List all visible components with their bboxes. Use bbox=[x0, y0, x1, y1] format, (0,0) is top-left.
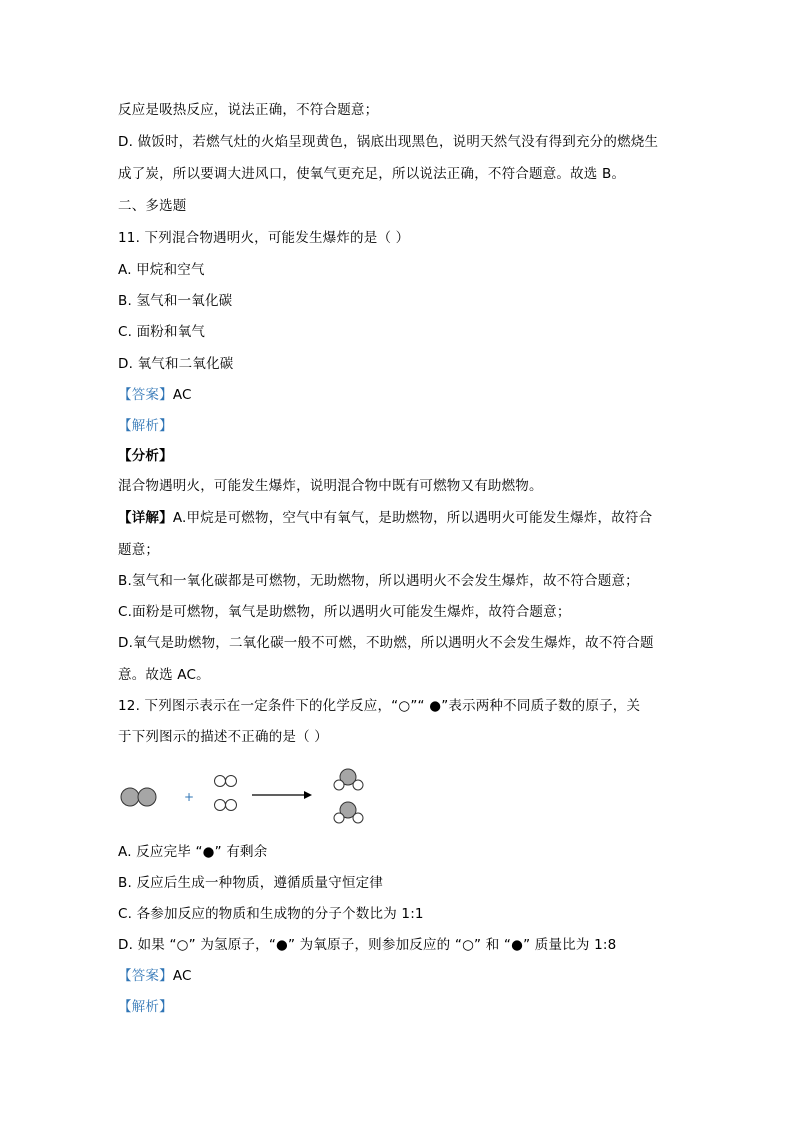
q11-detail bbox=[118, 508, 652, 528]
text-line: 成了炭，所以要调大进风口，使氧气更充足，所以说法正确，不符合题意。故选 B。 bbox=[118, 166, 626, 182]
q11-option-b: B. 氢气和一氧化碳 bbox=[118, 293, 233, 309]
white-molecules-icon bbox=[215, 776, 237, 811]
q11-analysis-label: 【解析】 bbox=[118, 418, 173, 434]
reaction-diagram bbox=[118, 755, 378, 845]
q12-option-c: C. 各参加反应的物质和生成物的分子个数比为 1:1 bbox=[118, 906, 424, 922]
text-line: 反应是吸热反应，说法正确，不符合题意； bbox=[118, 102, 379, 118]
question-11-stem: 11. 下列混合物遇明火，可能发生爆炸的是（ ） bbox=[118, 230, 410, 246]
section-heading: 二、多选题 bbox=[118, 198, 187, 214]
question-12-stem: 12. 下列图示表示在一定条件下的化学反应，“○”“ ●”表示两种不同质子数的原子，关 bbox=[118, 698, 641, 714]
plus-sign: + bbox=[184, 790, 195, 804]
detail-label: 【详解】 bbox=[118, 510, 173, 526]
text-line: D. 做饭时，若燃气灶的火焰呈现黄色，锅底出现黑色，说明天然气没有得到充分的燃烧生 bbox=[118, 134, 659, 150]
text-line: B.氢气和一氧化碳都是可燃物，无助燃物，所以遇明火不会发生爆炸，故不符合题意； bbox=[118, 573, 639, 589]
q12-option-a: A. 反应完毕 “●” 有剩余 bbox=[118, 844, 268, 860]
arrow-icon bbox=[252, 791, 312, 799]
answer-value: AC bbox=[172, 968, 192, 984]
q12-analysis-label: 【解析】 bbox=[118, 999, 173, 1015]
answer-label: 【答案】 bbox=[118, 968, 173, 984]
grey-molecule-icon bbox=[121, 788, 156, 806]
q12-option-d: D. 如果 “○” 为氢原子，“●” 为氧原子，则参加反应的 “○” 和 “●” 质量比为 1:8 bbox=[118, 937, 617, 953]
q11-answer bbox=[118, 385, 192, 405]
q12-option-b: B. 反应后生成一种物质，遵循质量守恒定律 bbox=[118, 875, 384, 891]
text-line: D.氧气是助燃物，二氧化碳一般不可燃，不助燃，所以遇明火不会发生爆炸，故不符合题 bbox=[118, 635, 654, 651]
q11-option-c: C. 面粉和氧气 bbox=[118, 324, 206, 340]
product-molecules-icon bbox=[334, 769, 363, 823]
text-line: 题意； bbox=[118, 542, 160, 558]
text-line: 意。故选 AC。 bbox=[118, 667, 210, 683]
q11-fenxi-label: 【分析】 bbox=[118, 448, 173, 464]
answer-value: AC bbox=[172, 387, 192, 403]
detail-text: A.甲烷是可燃物，空气中有氧气，是助燃物，所以遇明火可能发生爆炸，故符合 bbox=[172, 510, 653, 526]
question-12-stem-cont: 于下列图示的描述不正确的是（ ） bbox=[118, 729, 328, 745]
q11-option-a: A. 甲烷和空气 bbox=[118, 262, 205, 278]
text-line: C.面粉是可燃物，氧气是助燃物，所以遇明火可能发生爆炸，故符合题意； bbox=[118, 604, 571, 620]
text-line: 混合物遇明火，可能发生爆炸，说明混合物中既有可燃物又有助燃物。 bbox=[118, 478, 543, 494]
answer-label: 【答案】 bbox=[118, 387, 173, 403]
q12-answer bbox=[118, 966, 192, 986]
q11-option-d: D. 氧气和二氧化碳 bbox=[118, 356, 234, 372]
